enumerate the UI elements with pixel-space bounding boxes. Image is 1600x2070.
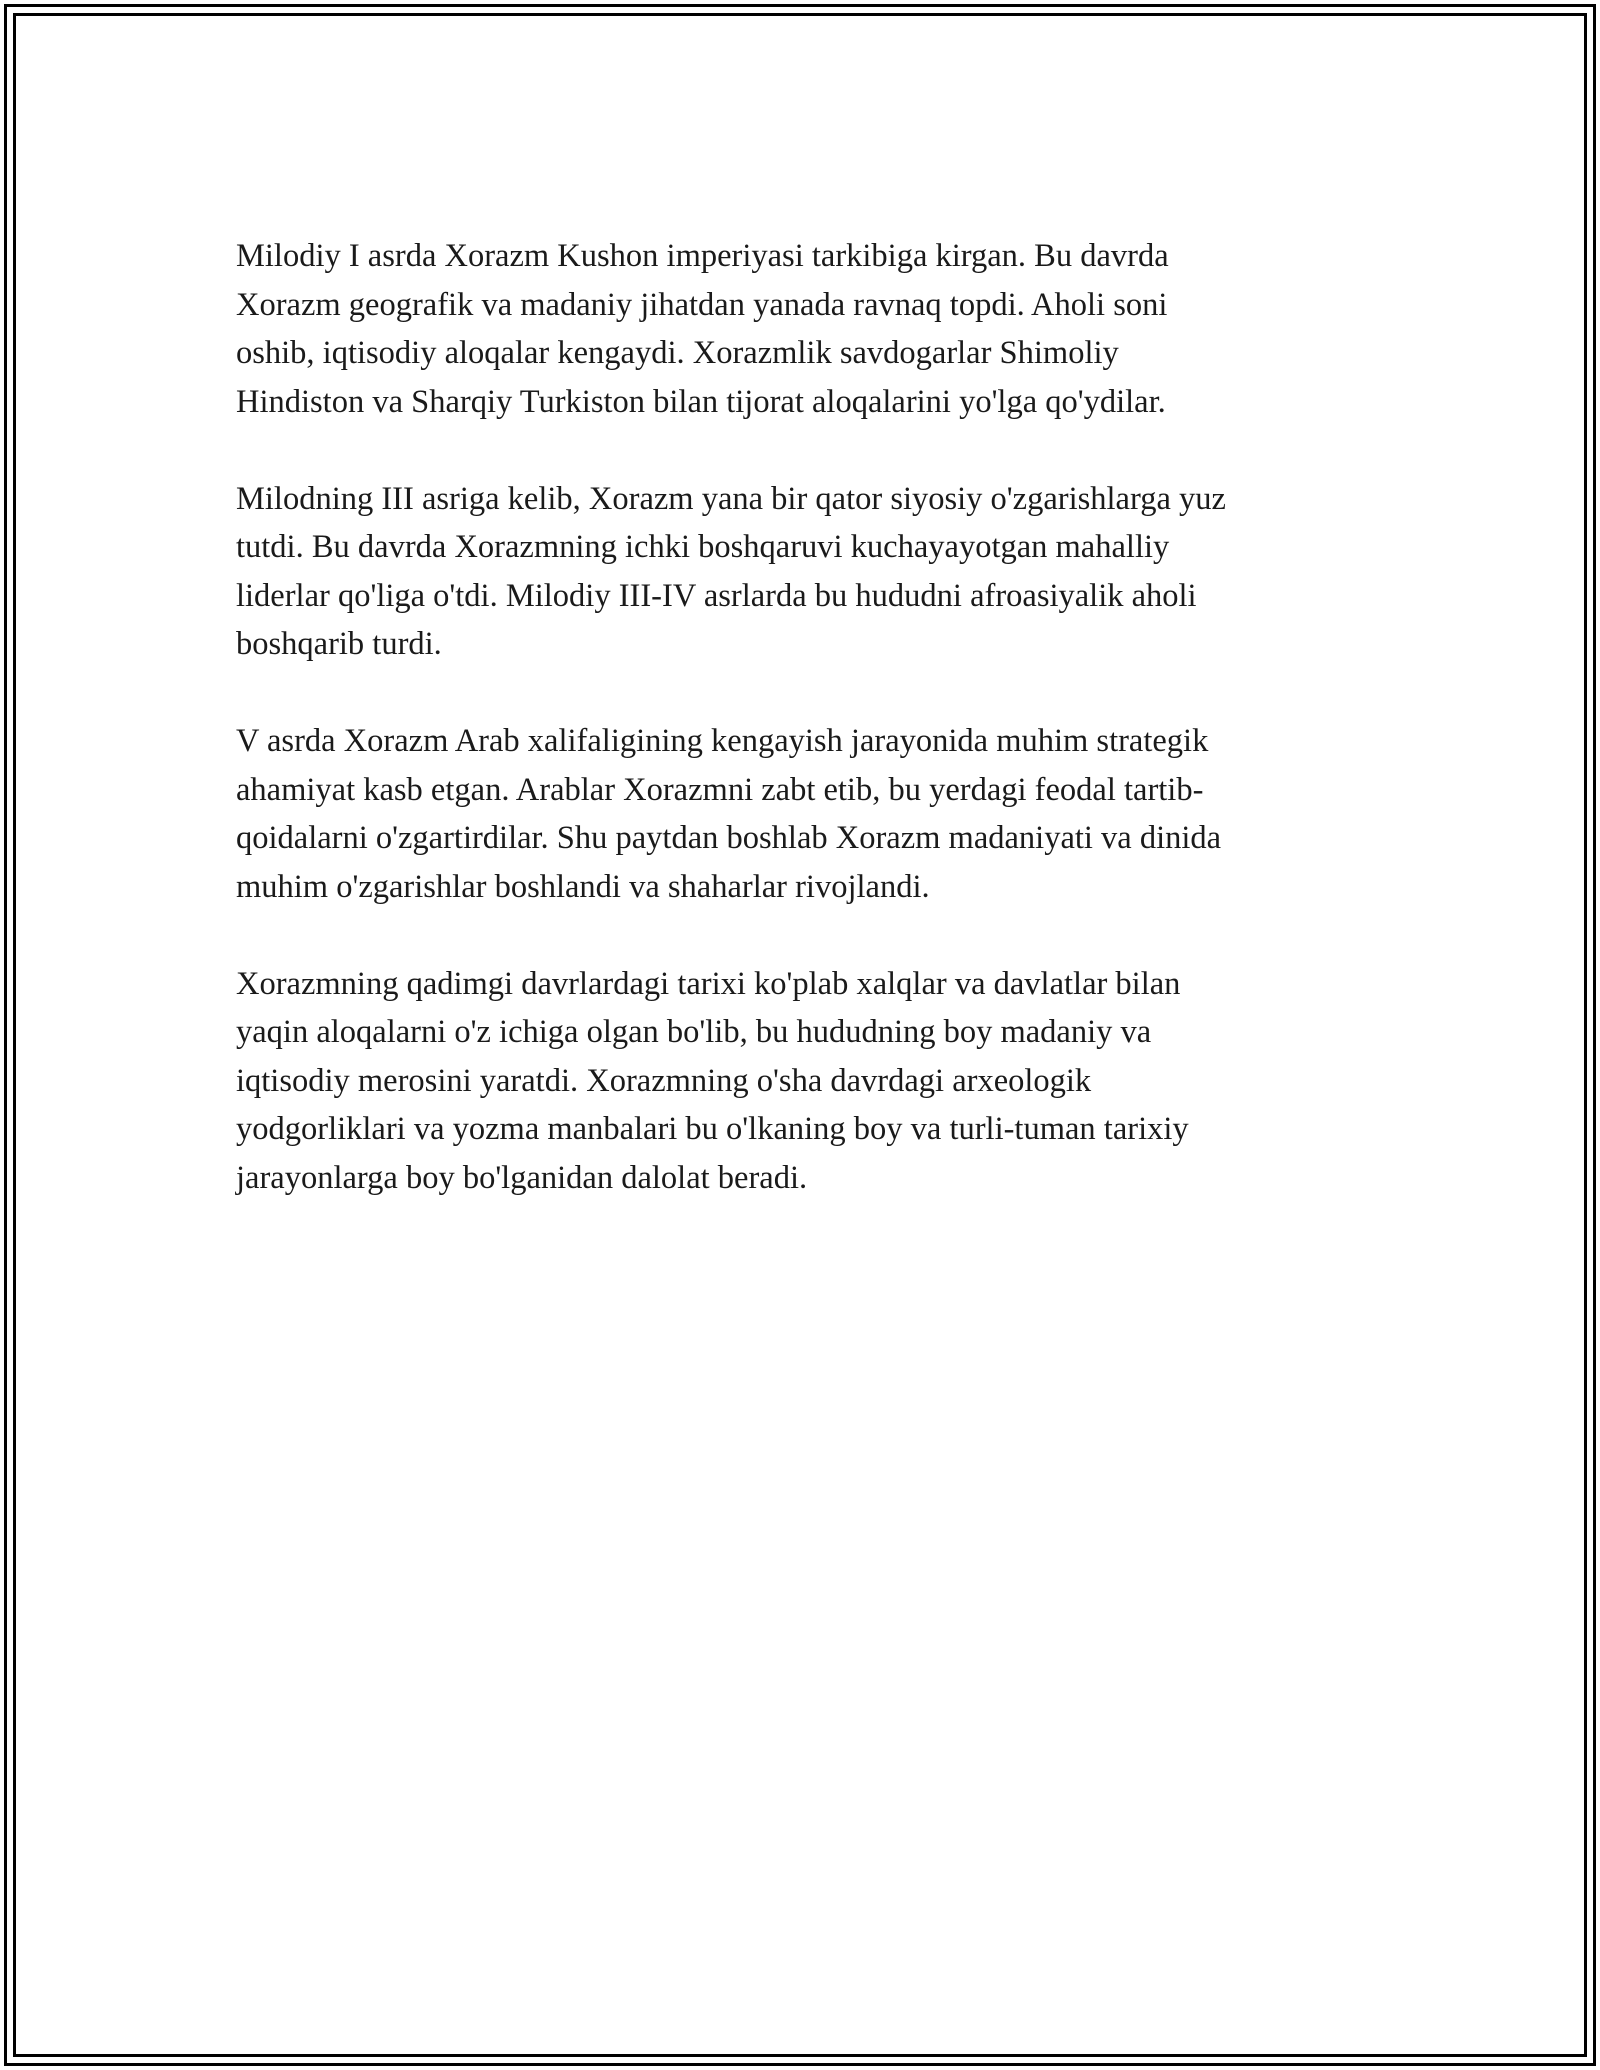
paragraph-2 [236,475,1366,669]
document-body [236,232,1366,1202]
text-line: V asrda Xorazm Arab xalifaligining kengayish jarayonida muhim strategik [236,723,1209,759]
paragraph-3 [236,717,1366,911]
text-line: Xorazm geografik va madaniy jihatdan yanada ravnaq topdi. Aholi soni [236,286,1168,323]
text-line: Xorazmning qadimgi davrlardagi tarixi ko'plab xalqlar va davlatlar bilan [236,965,1181,1002]
text-line: jarayonlarga boy bo'lganidan dalolat beradi. [236,1159,808,1196]
text-line: iqtisodiy merosini yaratdi. Xorazmning o'sha davrdagi arxeologik [236,1062,1092,1099]
text-line: qoidalarni o'zgartirdilar. Shu paytdan boshlab Xorazm madaniyati va dinida [236,820,1222,856]
text-line: yodgorliklari va yozma manbalari bu o'lkaning boy va turli-tuman tarixiy [236,1111,1189,1147]
text-line: Hindiston va Sharqiy Turkiston bilan tijorat aloqalarini yo'lga qo'ydilar. [236,383,1166,420]
text-line: tutdi. Bu davrda Xorazmning ichki boshqaruvi kuchayayotgan mahalliy [236,529,1170,565]
text-line: boshqarib turdi. [236,626,442,662]
text-line: ahamiyat kasb etgan. Arablar Xorazmni zabt etib, bu yerdagi feodal tartib- [236,771,1204,808]
text-line: Milodiy I asrda Xorazm Kushon imperiyasi tarkibiga kirgan. Bu davrda [236,238,1169,274]
text-line: oshib, iqtisodiy aloqalar kengaydi. Xorazmlik savdogarlar Shimoliy [236,335,1119,371]
text-line: muhim o'zgarishlar boshlandi va shaharlar rivojlandi. [236,868,930,905]
text-line: Milodning III asriga kelib, Xorazm yana bir qator siyosiy o'zgarishlarga yuz [236,480,1226,517]
paragraph-4 [236,960,1366,1203]
paragraph-1 [236,232,1366,426]
text-line: yaqin aloqalarni o'z ichiga olgan bo'lib, bu hududning boy madaniy va [236,1014,1152,1050]
text-line: liderlar qo'liga o'tdi. Milodiy III-IV asrlarda bu hududni afroasiyalik aholi [236,577,1197,614]
